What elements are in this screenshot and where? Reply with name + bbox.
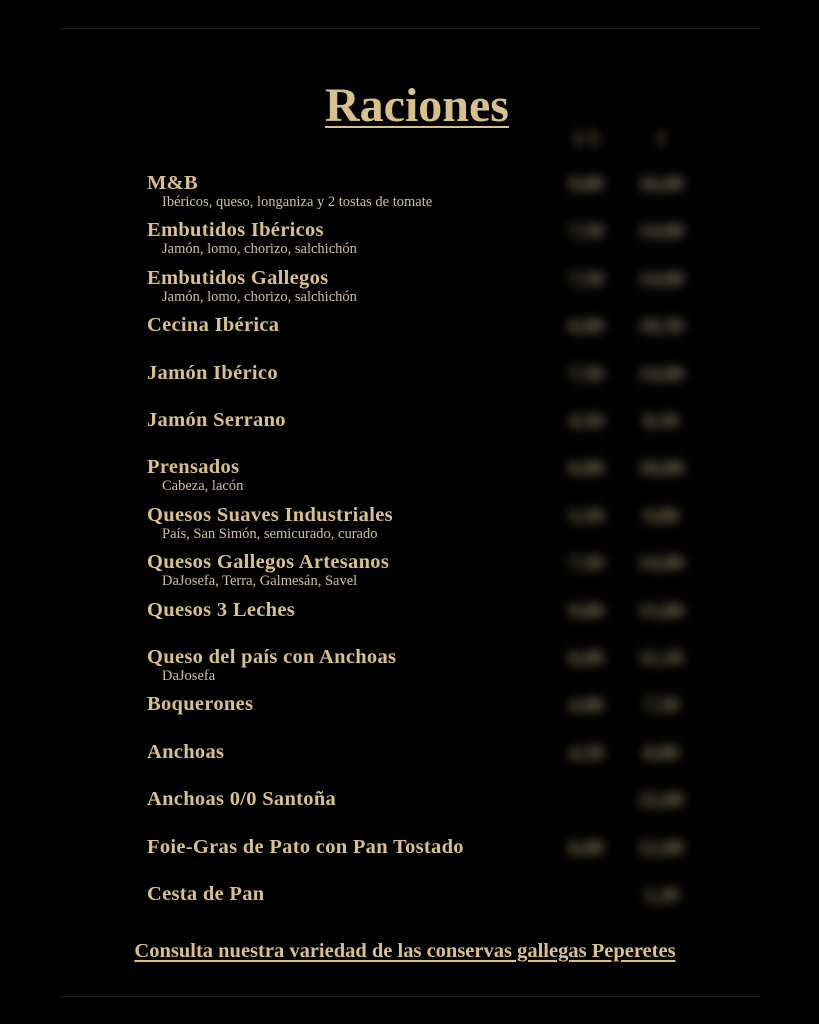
- menu-item: [147, 883, 747, 929]
- menu-item-name: Embutidos Ibéricos: [147, 219, 324, 242]
- price-full: 7,50: [643, 694, 679, 717]
- price-full: 14,00: [638, 552, 684, 575]
- menu-item-name: Boquerones: [147, 693, 254, 716]
- price-full: 15,00: [638, 599, 684, 622]
- price-full: 8,50: [643, 410, 679, 432]
- menu-item: [147, 693, 747, 739]
- menu-item-name: Queso del país con Anchoas: [147, 646, 397, 668]
- menu-item-name: Quesos Suaves Industriales: [147, 503, 393, 526]
- price-half: 4,50: [568, 410, 604, 432]
- price-half: 5,50: [568, 504, 604, 527]
- conservas-link[interactable]: Consulta nuestra variedad de las conservas gallegas Peperetes: [134, 940, 676, 962]
- menu-item-name: M&B: [147, 172, 198, 194]
- page-title: Raciones: [325, 79, 509, 132]
- menu-item: [147, 219, 747, 265]
- price-half: 9,00: [568, 599, 604, 622]
- price-full: 9,00: [643, 504, 679, 527]
- menu-item: [147, 551, 747, 597]
- menu-item: [147, 504, 747, 550]
- price-half: [556, 788, 616, 812]
- menu-item: [147, 314, 747, 360]
- menu-item: [147, 599, 747, 645]
- price-half: 6,00: [568, 836, 604, 859]
- price-half: 7,50: [568, 552, 604, 575]
- price-half: 6,00: [568, 315, 604, 338]
- price-full: 14,00: [638, 267, 684, 290]
- menu-item: [147, 267, 747, 313]
- menu-item: [147, 362, 747, 408]
- menu-item: [147, 788, 747, 834]
- menu-item-name: Quesos 3 Leches: [147, 598, 295, 621]
- menu-item-name: Quesos Gallegos Artesanos: [147, 551, 390, 574]
- menu-item-name: Cesta de Pan: [147, 883, 265, 905]
- price-half: 7,50: [568, 267, 604, 290]
- menu-item-name: Jamón Ibérico: [147, 361, 278, 384]
- menu-item-description: Ibéricos, queso, longaniza y 2 tostas de tomate: [162, 194, 433, 210]
- menu-item-name: Jamón Serrano: [147, 409, 286, 431]
- menu-item-description: País, San Simón, semicurado, curado: [162, 525, 378, 542]
- price-half: 6,00: [568, 457, 604, 480]
- price-half: 7,50: [568, 220, 604, 243]
- menu-item-description: DaJosefa, Terra, Galmesán, Savel: [162, 573, 358, 590]
- price-half: 4,50: [568, 741, 604, 764]
- menu-item: [147, 836, 747, 882]
- menu-item-name: Embutidos Gallegos: [147, 266, 329, 289]
- menu-item: [147, 646, 747, 692]
- menu-item-description: DaJosefa: [162, 668, 216, 684]
- menu-item: [147, 172, 747, 218]
- menu-item-name: Cecina Ibérica: [147, 314, 280, 337]
- price-half: 4,00: [568, 694, 604, 717]
- menu-item-description: Jamón, lomo, chorizo, salchichón: [162, 241, 357, 258]
- price-half: 6,00: [568, 647, 604, 669]
- price-full: 10,50: [638, 315, 684, 338]
- price-full: 16,00: [638, 173, 684, 195]
- top-divider: [60, 28, 760, 29]
- menu-item-description: Jamón, lomo, chorizo, salchichón: [162, 288, 357, 305]
- price-full: 14,00: [638, 362, 684, 385]
- column-header-half: 1/2: [571, 125, 601, 150]
- bottom-divider: [60, 996, 760, 997]
- menu-item-name: Foie-Gras de Pato con Pan Tostado: [147, 835, 464, 858]
- price-half: 7,50: [568, 362, 604, 385]
- price-full: 11,50: [639, 647, 683, 669]
- column-header-full: 1: [655, 125, 667, 150]
- menu-item: [147, 409, 747, 455]
- menu-item: [147, 741, 747, 787]
- menu-item-description: Cabeza, lacón: [162, 478, 244, 495]
- menu-item: [147, 456, 747, 502]
- price-half: [556, 883, 616, 907]
- price-full: 10,00: [638, 457, 684, 480]
- menu-item-name: Anchoas 0/0 Santoña: [147, 788, 337, 811]
- price-full: 14,00: [638, 220, 684, 243]
- price-full: 8,00: [643, 741, 679, 764]
- price-full: 1,20: [643, 884, 679, 906]
- menu-item-name: Anchoas: [147, 740, 225, 763]
- price-half: 9,00: [568, 173, 604, 195]
- price-full: 12,00: [638, 836, 684, 859]
- menu-item-name: Prensados: [147, 456, 240, 479]
- price-full: 22,00: [638, 789, 684, 812]
